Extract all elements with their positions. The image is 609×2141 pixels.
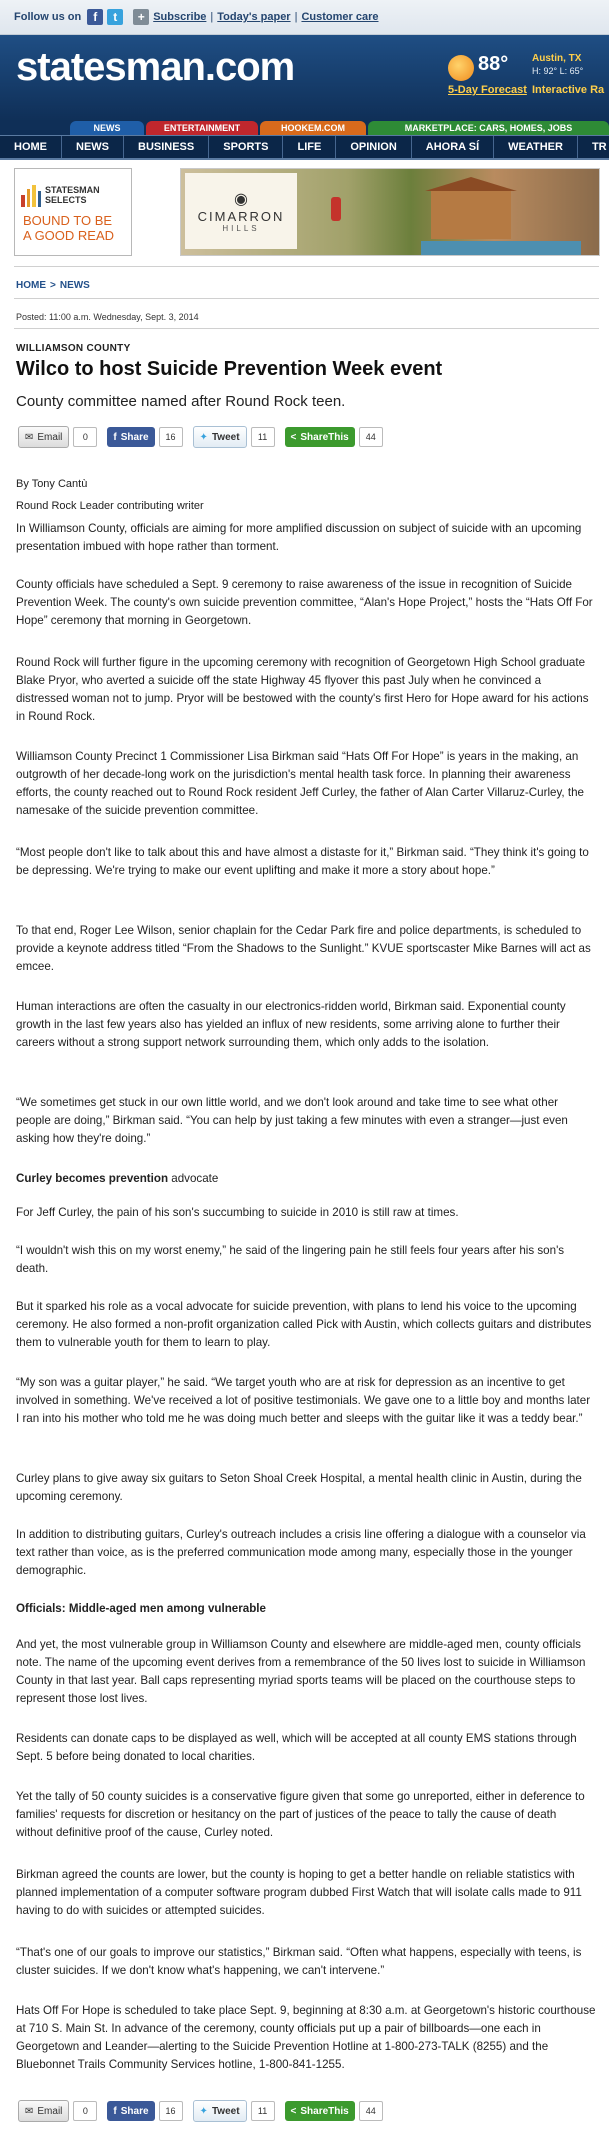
interactive-radar-link[interactable]: Interactive Ra — [532, 84, 605, 96]
tab-entertainment[interactable]: ENTERTAINMENT — [146, 121, 258, 135]
section-subhead: Curley becomes prevention advocate — [16, 1172, 219, 1185]
twitter-bird-icon: ✦ — [199, 431, 208, 443]
longhorn-icon: ◉ — [234, 191, 248, 208]
tweet-count: 11 — [251, 2101, 275, 2121]
article-paragraph: “We sometimes get stuck in our own little world, and we don't look around and take time to see what other people are doing,” Birkman said. “You can help by just taking a few minutes with even a stranger—just even asking how they're doing.” — [16, 1096, 568, 1145]
tweet-button[interactable]: ✦ Tweet — [193, 426, 247, 448]
pool-image — [421, 241, 581, 255]
article-paragraph: But it sparked his role as a vocal advocate for suicide prevention, with plans to lend his voice to the upcoming ceremony. He also formed a non-profit organization called Pick with Austin, which collects guitars and distributes them to vulnerable youth for them to learn to play. — [16, 1300, 592, 1349]
statesman-selects-ad[interactable] — [14, 168, 132, 256]
facebook-share-button[interactable]: f Share — [107, 427, 154, 447]
bar-chart-icon — [21, 183, 41, 207]
envelope-icon: ✉ — [25, 2105, 34, 2117]
masthead — [0, 35, 609, 121]
tweet-count: 11 — [251, 427, 275, 447]
email-count: 0 — [73, 2101, 97, 2121]
cimarron-sub: HILLS — [222, 224, 260, 233]
facebook-icon[interactable]: f — [87, 9, 103, 25]
top-bar — [0, 0, 609, 35]
facebook-count: 16 — [159, 427, 183, 447]
article-paragraph: For Jeff Curley, the pain of his son's succumbing to suicide in 2010 is still raw at times. — [16, 1206, 459, 1219]
email-count: 0 — [73, 427, 97, 447]
article-paragraph: County officials have scheduled a Sept. 9 ceremony to raise awareness of the issue in recognition of Suicide Prevention Week. The county's own suicide prevention committee, “Alan's Hope Project,” hosts the “Hats Off For Hope” ceremony that morning in Georgetown. — [16, 578, 593, 627]
temperature: 88° — [478, 53, 509, 75]
article-headline: Wilco to host Suicide Prevention Week event — [16, 358, 443, 380]
facebook-icon: f — [113, 2105, 117, 2117]
article-paragraph: “My son was a guitar player,” he said. “We target youth who are at risk for depression as an incentive to get involved in something. We've received a lot of positive testimonials. We gave one to a little boy and months later I ran into his mother who told me he was doing much better and sleeps with the guitar like it was a teddy bear.” — [16, 1376, 591, 1425]
house-image — [431, 189, 511, 239]
nav-opinion[interactable]: OPINION — [336, 136, 411, 158]
byline-role: Round Rock Leader contributing writer — [16, 500, 204, 512]
ad-selects-title: STATESMAN SELECTS — [45, 185, 100, 205]
ad-area — [14, 168, 599, 256]
nav-home[interactable]: HOME — [0, 136, 62, 158]
article-paragraph: Williamson County Precinct 1 Commissioner Lisa Birkman said “Hats Off For Hope” is years in the making, an outgrowth of her decade-long work on the jurisdiction's mental health task force. In planning their awareness efforts, the county reached out to Round Rock resident Jeff Curley, the father of Alan Carter Villaruz-Curley, the namesake of the suicide prevention committee. — [16, 750, 584, 817]
facebook-icon: f — [113, 431, 117, 443]
byline: By Tony Cantù — [16, 478, 88, 490]
cimarron-logo — [185, 173, 297, 249]
article-paragraph: And yet, the most vulnerable group in Williamson County and elsewhere are middle-aged men, county officials note. The name of the upcoming event derives from a remembrance of the 50 lives lost to suicide in Williamson County in that last year. Ball caps representing myriad sports teams will be placed on the courthouse steps to represent those lost lives. — [16, 1638, 586, 1705]
article-paragraph: Birkman agreed the counts are lower, but the county is hoping to get a better handle on reliable statistics with planned implementation of a computer software program dubbed First Watch that will isolate calls made to 911 having to do with suicides or attempted suicides. — [16, 1868, 582, 1917]
section-subhead: Officials: Middle-aged men among vulnerable — [16, 1602, 266, 1615]
breadcrumb — [16, 280, 90, 291]
tab-news[interactable]: NEWS — [70, 121, 144, 135]
nav-news[interactable]: NEWS — [62, 136, 124, 158]
golfer-image — [331, 197, 341, 221]
tweet-button[interactable]: ✦ Tweet — [193, 2100, 247, 2122]
breadcrumb-news[interactable]: NEWS — [59, 280, 90, 291]
divider — [14, 298, 599, 299]
sharethis-button[interactable]: < ShareThis — [285, 2101, 355, 2121]
site-logo[interactable]: statesman.com — [16, 45, 295, 89]
weather-hi-lo: H: 92° L: 65° — [532, 66, 584, 76]
category-tabs — [0, 121, 609, 135]
share-bar-top — [18, 426, 393, 448]
article-paragraph: Curley plans to give away six guitars to Seton Shoal Creek Hospital, a mental health clinic in Austin, during the upcoming ceremony. — [16, 1472, 582, 1503]
customer-care-link[interactable]: Customer care — [301, 11, 379, 23]
nav-sports[interactable]: SPORTS — [209, 136, 283, 158]
twitter-icon[interactable]: t — [107, 9, 123, 25]
sharethis-count: 44 — [359, 2101, 383, 2121]
follow-us-label: Follow us on — [14, 11, 82, 23]
subscribe-link[interactable]: Subscribe — [153, 11, 207, 23]
plus-icon: + — [133, 9, 149, 25]
cimarron-hills-ad[interactable] — [180, 168, 600, 256]
share-icon: < — [290, 2105, 297, 2117]
facebook-share-button[interactable]: f Share — [107, 2101, 154, 2121]
divider — [14, 266, 599, 267]
article-paragraph: Yet the tally of 50 county suicides is a conservative figure given that some go unreported, either in deference to families' requests for discretion or hesitancy on the part of justices of the peace to tally the cause of death without definitive proof of the cause, Curley noted. — [16, 1790, 585, 1839]
ad-selects-tagline: BOUND TO BE A GOOD READ — [23, 213, 115, 243]
article-paragraph: Human interactions are often the casualty in our electronics-ridden world, Birkman said. Exponential county growth in the last few years also has yielded an influx of new residents, some arriving alone to further their careers without a strong support network surrounding them, which only adds to the isolation. — [16, 1000, 566, 1049]
email-button[interactable]: ✉ Email — [18, 426, 69, 448]
breadcrumb-arrow: > — [50, 280, 56, 291]
breadcrumb-home[interactable]: HOME — [16, 280, 46, 291]
article-paragraph: In addition to distributing guitars, Curley's outreach includes a crisis line offering a dialogue with a counselor via text rather than voice, as is the preferred communication mode among many, especially those in the younger demographic. — [16, 1528, 586, 1577]
nav-life[interactable]: LIFE — [283, 136, 336, 158]
article-paragraph: Residents can donate caps to be displayed as well, which will be accepted at all county EMS stations through Sept. 5 before being donated to local charities. — [16, 1732, 577, 1763]
weather-widget — [448, 51, 608, 101]
email-button[interactable]: ✉ Email — [18, 2100, 69, 2122]
share-bar-bottom — [18, 2100, 393, 2122]
nav-ahora-si[interactable]: AHORA SÍ — [412, 136, 494, 158]
divider — [14, 328, 599, 329]
five-day-forecast-link[interactable]: 5-Day Forecast — [448, 84, 527, 96]
article-paragraph: In Williamson County, officials are aiming for more amplified discussion on subject of suicide with an upcoming presentation imbued with hope rather than torment. — [16, 522, 582, 553]
sharethis-count: 44 — [359, 427, 383, 447]
article-paragraph: Round Rock will further figure in the upcoming ceremony with recognition of Georgetown High School graduate Blake Pryor, who averted a suicide off the state Highway 45 flyover this past July when he convinced a distressed woman not to jump. Pryor will be bestowed with the county's first Hero for Hope award for his actions in Round Rock. — [16, 656, 589, 723]
nav-travel[interactable]: TR — [578, 136, 609, 158]
tab-hookem[interactable]: HOOKEM.COM — [260, 121, 366, 135]
todays-paper-link[interactable]: Today's paper — [217, 11, 291, 23]
twitter-bird-icon: ✦ — [199, 2105, 208, 2117]
top-links: Subscribe | Today's paper | Customer care — [153, 11, 379, 23]
article-paragraph: “Most people don't like to talk about this and have almost a distaste for it,” Birkman said. “They think it's going to be depressing. We're trying to make our event uplifting and make it more a story about hope.” — [16, 846, 589, 877]
facebook-count: 16 — [159, 2101, 183, 2121]
article-kicker: WILLIAMSON COUNTY — [16, 343, 131, 354]
article-paragraph: “I wouldn't wish this on my worst enemy,” he said of the lingering pain he still feels four years after his son's death. — [16, 1244, 565, 1275]
sun-icon — [448, 55, 474, 81]
article-paragraph: “That's one of our goals to improve our statistics,” Birkman said. “Often what happens, especially with teens, is cluster suicides. If we don't know what's happening, we can't intervene.” — [16, 1946, 582, 1977]
sharethis-button[interactable]: < ShareThis — [285, 427, 355, 447]
article-paragraph: Hats Off For Hope is scheduled to take place Sept. 9, beginning at 8:30 a.m. at Georgetown's historic courthouse at 710 S. Main St. In advance of the ceremony, county officials put up a pair of billboards—one each in Georgetown and Leander—alerting to the Suicide Prevention Hotline at 1-800-273-TALK (8255) and the Bluebonnet Trails Community Services hotline, 1-800-841-1255. — [16, 2004, 596, 2071]
article-deck: County committee named after Round Rock teen. — [16, 393, 346, 410]
article-paragraph: To that end, Roger Lee Wilson, senior chaplain for the Cedar Park fire and police departments, is scheduled to provide a keynote address titled “From the Shadows to the Sunlight.” KVUE sportscaster Mike Barnes will act as emcee. — [16, 924, 591, 973]
weather-city[interactable]: Austin, TX — [532, 53, 582, 64]
posted-timestamp: Posted: 11:00 a.m. Wednesday, Sept. 3, 2014 — [16, 312, 199, 322]
nav-weather[interactable]: WEATHER — [494, 136, 578, 158]
main-nav — [0, 135, 609, 160]
cimarron-name: CIMARRON — [197, 209, 285, 224]
nav-business[interactable]: BUSINESS — [124, 136, 209, 158]
share-icon: < — [290, 431, 297, 443]
envelope-icon: ✉ — [25, 431, 34, 443]
tab-marketplace[interactable]: MARKETPLACE: CARS, HOMES, JOBS — [368, 121, 609, 135]
